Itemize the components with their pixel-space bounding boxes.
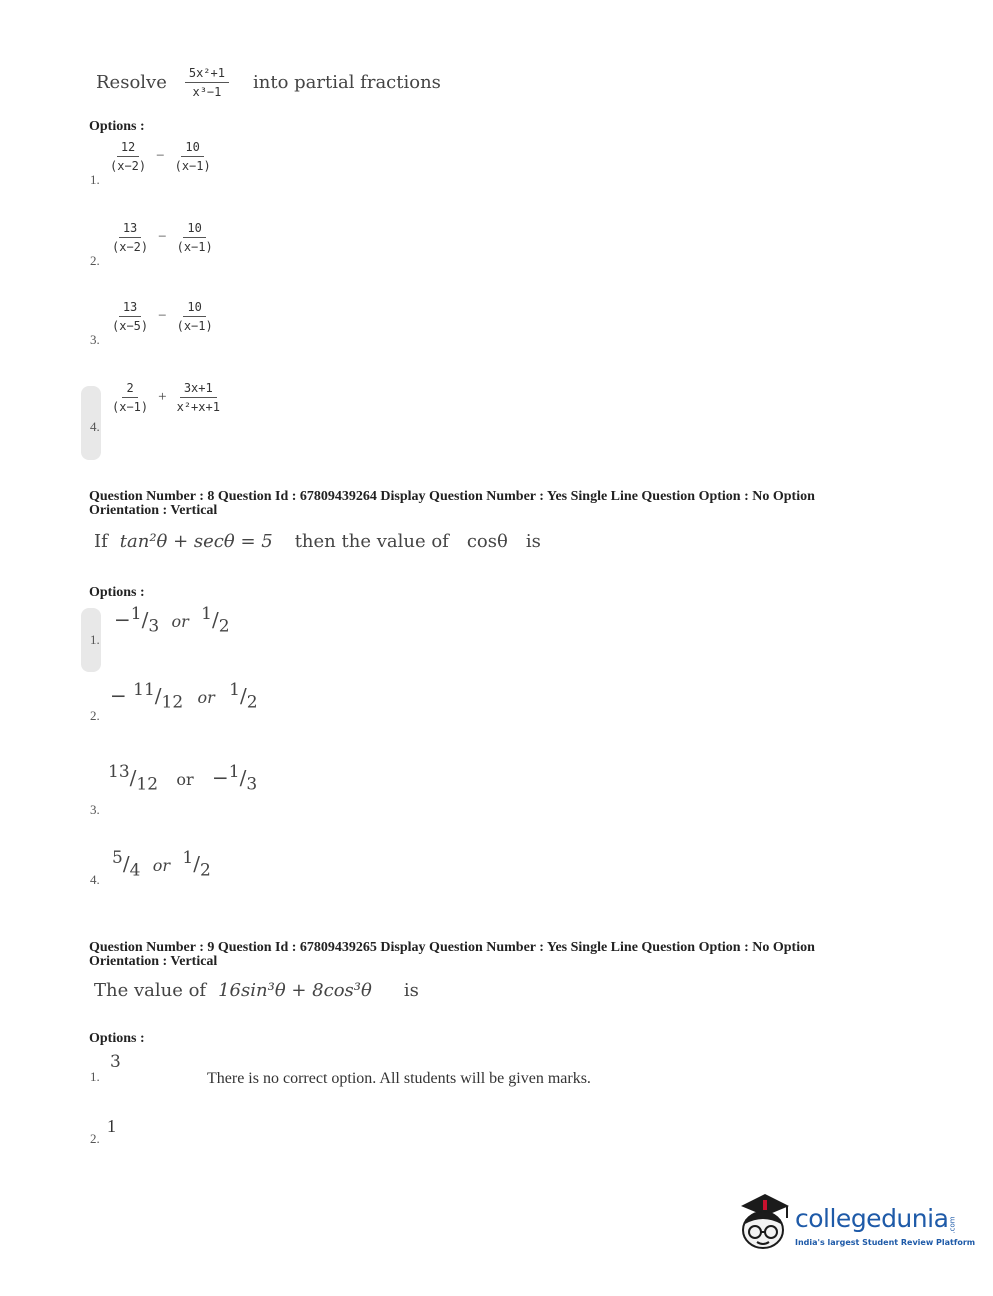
q7-expr-denominator: x³−1: [192, 85, 222, 99]
q9-header-line1: Question Number : 9 Question Id : 67809439265 Display Question Number : Yes Single Line Question Option : No Option: [89, 940, 815, 955]
term-b-den: (x−1): [176, 319, 213, 333]
option-number: 1.: [90, 1069, 100, 1084]
option-number: 2.: [90, 1131, 100, 1146]
b-num: 1: [229, 680, 240, 700]
q9-option-2[interactable]: [88, 1116, 148, 1152]
b-den: 2: [199, 860, 211, 881]
term-a: [108, 381, 152, 414]
term-a-num: 2: [122, 381, 137, 398]
option-expression: − $^{11}/_{12}$ or $^1/_2$: [110, 680, 258, 713]
option-number: 4.: [90, 419, 100, 434]
term-a: [108, 300, 152, 333]
operator: −: [158, 229, 167, 245]
q9-note: There is no correct option. All students will be given marks.: [207, 1070, 591, 1087]
term-a-num: 13: [119, 221, 141, 238]
q7-expr-numerator: 5x²+1: [185, 66, 229, 83]
term-b: [173, 221, 217, 254]
sign-a: −: [114, 607, 131, 632]
q7-options-label: Options :: [89, 119, 145, 134]
q8-header-line2: Orientation : Vertical: [89, 503, 218, 518]
q8-header-line1: Question Number : 8 Question Id : 67809439264 Display Question Number : Yes Single Line Question Option : No Option: [89, 489, 815, 504]
collegedunia-logo: [735, 1190, 976, 1254]
q7-option-1[interactable]: [88, 138, 228, 190]
q7-option-4[interactable]: [88, 381, 248, 437]
term-a-den: (x−5): [112, 319, 149, 333]
q9-prompt-prefix: The value of: [94, 980, 207, 1001]
option-expression: [106, 140, 215, 173]
q9-header-line2: Orientation : Vertical: [89, 954, 218, 969]
option-expression: $^5/_4$ or $^1/_2$: [112, 848, 211, 881]
term-a-num: 12: [117, 140, 139, 157]
option-expression: [108, 381, 224, 414]
operator: −: [156, 148, 165, 164]
q8-option-2[interactable]: [88, 680, 308, 730]
term-b: [173, 381, 224, 414]
term-b-num: 10: [183, 221, 205, 238]
a-den: 12: [136, 774, 159, 795]
option-expression: [108, 221, 217, 254]
option-number: 3.: [90, 802, 100, 817]
term-a-den: (x−2): [110, 159, 147, 173]
b-den: 3: [246, 774, 258, 795]
term-b-num: 3x+1: [180, 381, 217, 398]
mascot-icon: [735, 1190, 793, 1254]
a-den: 12: [161, 692, 184, 713]
q9-prompt-is: is: [403, 980, 419, 1001]
q8-prompt-mid: then the value of: [294, 531, 449, 552]
option-number: 1.: [90, 172, 100, 187]
option-number: 2.: [90, 708, 100, 723]
term-b: [173, 300, 217, 333]
q8-option-4[interactable]: [88, 848, 288, 894]
q8-options-label: Options :: [89, 585, 145, 600]
term-b-den: (x−1): [176, 240, 213, 254]
q7-prompt-prefix: Resolve: [96, 72, 167, 93]
b-num: 1: [182, 848, 194, 868]
option-value: 3: [110, 1052, 121, 1072]
b-den: 2: [246, 692, 258, 713]
a-den: 4: [129, 860, 141, 881]
q8-prompt-if: If: [94, 531, 108, 552]
q9-option-1[interactable]: [88, 1052, 148, 1088]
q8-prompt-cos: cosθ: [466, 531, 508, 552]
q7-prompt-suffix: into partial fractions: [252, 72, 441, 93]
q8-prompt-is: is: [525, 531, 541, 552]
b-num: 1: [228, 762, 240, 782]
or-text: or: [197, 687, 215, 707]
b-den: 2: [218, 616, 230, 637]
q8-option-1[interactable]: [88, 604, 288, 654]
option-number: 1.: [90, 632, 100, 647]
q8-prompt: [94, 531, 541, 552]
b-num: 1: [201, 604, 212, 624]
q8-option-3[interactable]: [88, 762, 308, 822]
sign-b: −: [212, 765, 229, 790]
term-b-den: (x−1): [174, 159, 211, 173]
brand-tagline: India's largest Student Review Platform: [795, 1238, 976, 1247]
q8-header: [89, 490, 889, 518]
operator: −: [158, 308, 167, 324]
option-expression: $-^1/_3$ or $^1/_2$: [114, 604, 230, 637]
q7-expression: [185, 66, 229, 99]
brand-suffix: .com: [948, 1216, 957, 1234]
or-text: or: [171, 611, 189, 631]
term-b-num: 10: [181, 140, 203, 157]
a-num: 11: [133, 680, 155, 700]
term-a: [108, 221, 152, 254]
option-expression: $^{13}/_{12}$ or $-^1/_3$: [108, 762, 258, 795]
option-value: 1: [107, 1116, 116, 1136]
or-text: or: [152, 855, 171, 875]
q9-header: [89, 941, 889, 969]
sign-a: −: [110, 683, 127, 708]
q7-option-2[interactable]: [88, 219, 228, 271]
q9-prompt: [94, 980, 419, 1001]
term-a-den: (x−2): [112, 240, 149, 254]
or-text: or: [176, 769, 194, 789]
a-num: 1: [130, 604, 142, 624]
a-num: 5: [112, 848, 123, 868]
operator: +: [158, 389, 167, 405]
term-a-den: (x−1): [112, 400, 149, 414]
q9-prompt-expression: 16sin³θ + 8cos³θ: [218, 980, 372, 1001]
brand-name-text: collegedunia: [795, 1204, 949, 1233]
a-den: 3: [148, 616, 160, 637]
q9-options-label: Options :: [89, 1031, 145, 1046]
term-a-num: 13: [119, 300, 141, 317]
option-expression: [108, 300, 217, 333]
brand-name: [795, 1204, 962, 1233]
a-num: 13: [108, 762, 130, 782]
option-number: 4.: [90, 872, 100, 887]
q7-option-3[interactable]: [88, 298, 228, 350]
term-b-den: x²+x+1: [176, 400, 220, 414]
q8-prompt-expression: tan²θ + secθ = 5: [119, 531, 273, 552]
term-b-num: 10: [183, 300, 205, 317]
term-a: [106, 140, 150, 173]
term-b: [171, 140, 215, 173]
option-number: 3.: [90, 332, 100, 347]
q7-prompt: [96, 66, 441, 99]
option-number: 2.: [90, 253, 100, 268]
